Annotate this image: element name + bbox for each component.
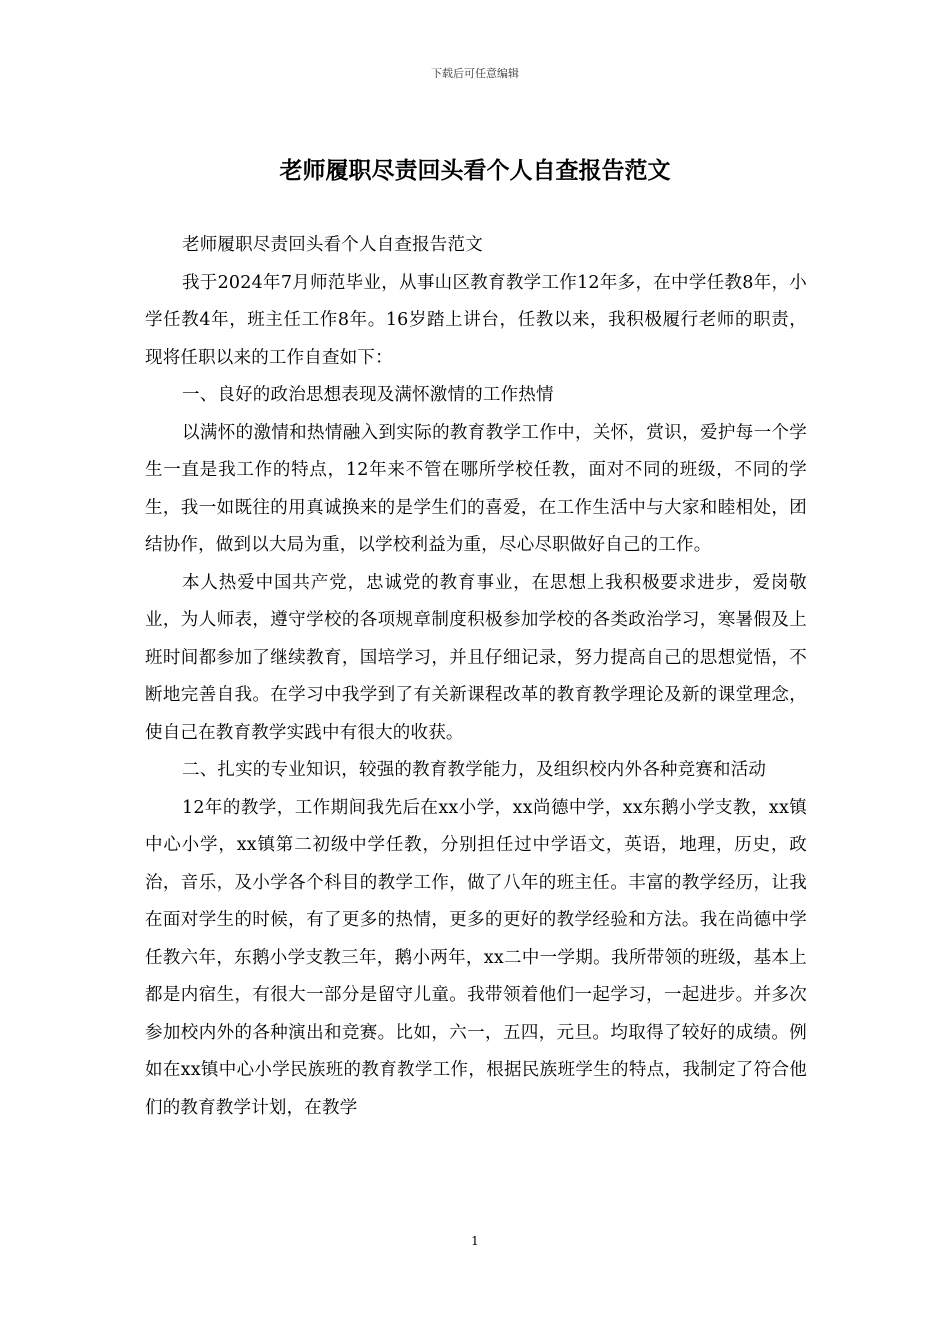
paragraph-section-2a: 12年的教学，工作期间我先后在xx小学，xx尚德中学，xx东鹅小学支教，xx镇中心小学，xx镇第二初级中学任教，分别担任过中学语文，英语，地理，历史，政治，音乐，及小学各个科目的教学工作，做了八年的班主任。丰富的教学经历，让我在面对学生的时候，有了更多的热情，更多的更好的教学经验和方法。我在尚德中学任教六年，东鹅小学支教三年，鹅小两年，xx二中一学期。我所带领的班级，基本上都是内宿生，有很大一部分是留守儿童。我带领着他们一起学习，一起进步。并多次参加校内外的各种演出和竞赛。比如，六一，五四，元旦。均取得了较好的成绩。例如在xx镇中心小学民族班的教育教学工作，根据民族班学生的特点，我制定了符合他们的教育教学计划，在教学 [145, 797, 807, 1118]
paragraph-subtitle: 老师履职尽责回头看个人自查报告范文 [182, 235, 483, 255]
paragraph-section-1b: 本人热爱中国共产党，忠诚党的教育事业，在思想上我积极要求进步，爱岗敬业，为人师表，遵守学校的各项规章制度积极参加学校的各类政治学习，寒暑假及上班时间都参加了继续教育，国培学习，并且仔细记录，努力提高自己的思想觉悟，不断地完善自我。在学习中我学到了有关新课程改革的教育教学理论及新的课堂理念，使自己在教育教学实践中有很大的收获。 [145, 572, 807, 743]
paragraph-intro: 我于2024年7月师范毕业，从事山区教育教学工作12年多，在中学任教8年，小学任教4年，班主任工作8年。16岁踏上讲台，任教以来，我积极履行老师的职责，现将任职以来的工作自查如下： [145, 272, 807, 368]
section-heading-1: 一、良好的政治思想表现及满怀激情的工作热情 [182, 385, 554, 405]
document-body [145, 227, 807, 1127]
header-note: 下载后可任意编辑 [431, 67, 519, 80]
section-heading-2: 二、扎实的专业知识，较强的教育教学能力，及组织校内外各种竞赛和活动 [182, 760, 767, 780]
paragraph-section-1a: 以满怀的激情和热情融入到实际的教育教学工作中，关怀，赏识，爱护每一个学生一直是我工作的特点，12年来不管在哪所学校任教，面对不同的班级，不同的学生，我一如既往的用真诚换来的是学生们的喜爱，在工作生活中与大家和睦相处，团结协作，做到以大局为重，以学校利益为重，尽心尽职做好自己的工作。 [145, 422, 807, 555]
document-title: 老师履职尽责回头看个人自查报告范文 [279, 157, 671, 184]
page-number: 1 [471, 1234, 479, 1248]
